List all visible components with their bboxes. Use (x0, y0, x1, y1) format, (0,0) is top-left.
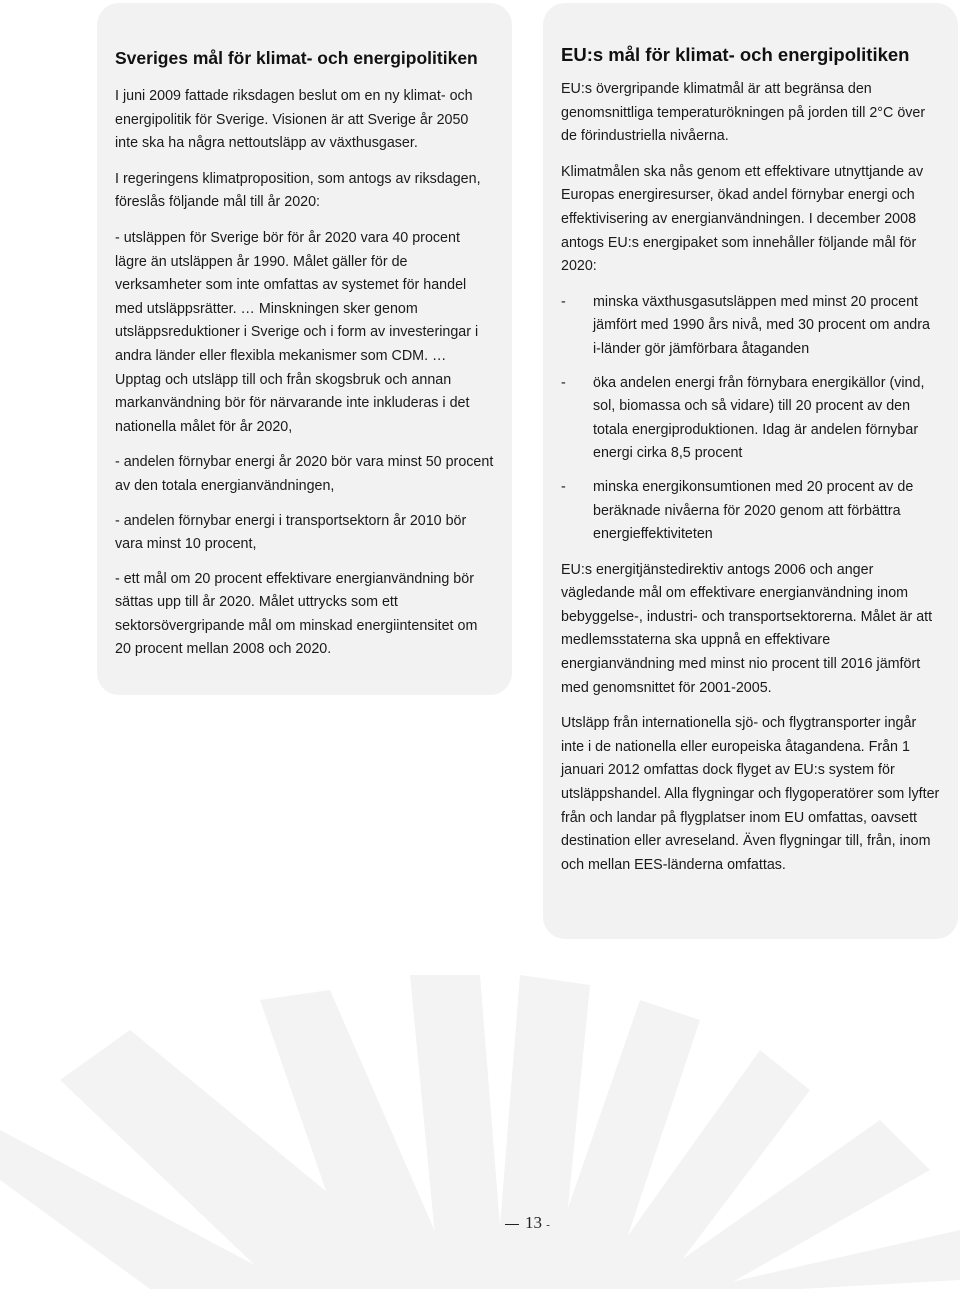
sweden-goals-paragraph: - ett mål om 20 procent effektivare energianvändning bör sättas upp till år 2020. Målet uttrycks som ett sektorsövergripande mål om minskad energiintensitet om 20 procent mellan 2008 och 2020. (115, 570, 478, 658)
sweden-goals-box (97, 3, 512, 695)
eu-goals-paragraph: EU:s övergripande klimatmål är att begränsa den genomsnittliga temperaturökningen på jorden till 2°C över de förindustriella nivåerna. (561, 81, 926, 145)
sweden-goals-paragraph: - utsläppen för Sverige bör för år 2020 vara 40 procent lägre än utsläppen år 1990. Målet gäller för de verksamheter som inte omfattas av systemet för handel med utsläppsrätter. … Minskningen sker genom utsläppsreduktioner i Sverige och i form av investeringar i andra länder eller flexibla mekanismer som CDM. … Upptag och utsläpp till och från skogsbruk och annan markanvändning bör för närvarande inte inkluderas i det nationella målet för år 2020, (115, 229, 479, 435)
page-number-suffix: - (546, 1219, 550, 1231)
sweden-goals-paragraph: - andelen förnybar energi år 2020 bör vara minst 50 procent av den totala energianvändningen, (115, 454, 494, 494)
page-number: 13 (525, 1213, 542, 1232)
sweden-goals-paragraph: I juni 2009 fattade riksdagen beslut om en ny klimat- och energipolitik för Sverige. Visionen är att Sverige år 2050 inte ska ha några nettoutsläpp av växthusgaser. (115, 88, 473, 152)
eu-goals-paragraph: EU:s energitjänstedirektiv antogs 2006 och anger vägledande mål om effektivare energianvändning inom bebyggelse-, industri- och transportsektorerna. Målet är att medlemsstaterna ska uppnå en effektivare energianvändning med minst nio procent till 2016 jämfört med genomsnittet för 2001-2005. (561, 561, 933, 696)
list-item (561, 291, 940, 362)
eu-goals-paragraph: Klimatmålen ska nås genom ett effektivare utnyttjande av Europas energiresurser, ökad andel förnybar energi och effektivisering av energianvändningen. I december 2008 antogs EU:s energipaket som innehåller följande mål för 2020: (561, 163, 924, 275)
footer-rule (505, 1224, 519, 1225)
eu-goals-list (561, 291, 940, 547)
sweden-goals-title: Sveriges mål för klimat- och energipolitiken (115, 48, 478, 68)
list-item-text: öka andelen energi från förnybara energikällor (vind, sol, biomassa och så vidare) till 20 procent av den totala energiproduktionen. Idag är andelen förnybar energi cirka 8,5 procent (593, 374, 925, 462)
list-dash: - (561, 293, 566, 310)
list-dash: - (561, 374, 566, 391)
list-item (561, 476, 940, 547)
eu-goals-box (543, 3, 958, 939)
sweden-goals-paragraph: - andelen förnybar energi i transportsektorn år 2010 bör vara minst 10 procent, (115, 512, 467, 553)
list-item-text: minska energikonsumtionen med 20 procent av de beräknade nivåerna för 2020 genom att förbättra energieffektiviteten (593, 478, 914, 543)
list-item (561, 372, 940, 466)
list-item-text: minska växthusgasutsläppen med minst 20 procent jämfört med 1990 års nivå, med 30 procent om andra i-länder gör jämförbara åtaganden (593, 293, 930, 357)
list-dash: - (561, 478, 566, 495)
eu-goals-paragraph: Utsläpp från internationella sjö- och flygtransporter ingår inte i de nationella eller europeiska åtagandena. Från 1 januari 2012 omfattas dock flyget av EU:s system för utsläppshandel. Alla flygningar och flygoperatörer som lyfter från och landar på flygplatser inom EU omfattas, oavsett destination eller avreseland. Även flygningar till, från, inom och mellan EES-länderna omfattas. (561, 715, 940, 873)
eu-goals-title: EU:s mål för klimat- och energipolitiken (561, 44, 910, 65)
sweden-goals-paragraph: I regeringens klimatproposition, som antogs av riksdagen, föreslås följande mål till år 2020: (115, 170, 481, 211)
page-footer (505, 1213, 550, 1233)
